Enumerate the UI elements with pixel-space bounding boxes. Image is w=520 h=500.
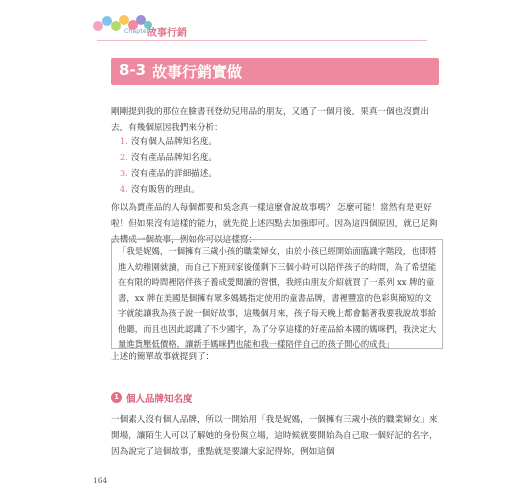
list-item-number: 4. <box>120 185 128 194</box>
list-item <box>120 134 217 150</box>
chapter-tag: Chapter 6 <box>124 28 156 35</box>
page-number: 164 <box>93 476 108 485</box>
list-item <box>120 166 217 182</box>
list-item-text: 沒有產品品牌知名度。 <box>131 153 217 163</box>
point1-paragraph: 一個素人沒有個人品牌，所以一開始用「我是妮媽，一個擁有三歲小孩的職業婦女」來開場，讓陌生人可以了解她的身份與立場，這時候就要開始為自己取一個好記的名字，因為說完了這個故事，重點就是要讓大家記得妳，例如這個 <box>111 415 438 457</box>
question-paragraph: 你以為賣產品的人每個都要和吳念真一樣這麼會說故事嗎？ 怎麼可能！當然有是更好啦！但如果沒有這樣的能力，就先從上述四點去加強即可。因為這四個原因，就已足夠去構成一個故事，例如你可以這樣寫： <box>111 203 438 245</box>
summary-paragraph: 上述的簡單故事就提到了： <box>111 352 215 362</box>
section-number: 8-3 <box>119 61 147 79</box>
list-item <box>120 182 217 198</box>
intro-paragraph: 剛剛提到我的那位在臉書刊登幼兒用品的朋友，又過了一個月後，果真一個也沒賣出去，有幾個原因我們來分析： <box>111 107 429 133</box>
subheading-text: 個人品牌知名度 <box>126 394 193 405</box>
list-item-text: 沒有產品的詳細描述。 <box>131 169 217 179</box>
chapter-title: 故事行銷 <box>147 28 187 39</box>
list-item-text: 沒有販售的理由。 <box>131 185 200 195</box>
list-item <box>120 150 217 166</box>
list-item-text: 沒有個人品牌知名度。 <box>131 137 217 147</box>
number-badge-icon: 1 <box>111 392 122 403</box>
list-item-number: 3. <box>120 169 128 178</box>
list-item-number: 1. <box>120 137 128 146</box>
story-quote-box: 「我是妮媽，一個擁有三歲小孩的職業婦女，由於小孩已經開始面臨識字階段，也即將進入幼稚園就讀，而自己下班回家後僅剩下三個小時可以陪伴孩子的時間，為了希望能在有限的時間裡陪伴孩子養成愛閱讀的習慣，我經由朋友介紹就買了一系列 xx 牌的童書，xx 牌在美國是個擁有眾多媽媽指定使用的童書品牌，書裡豐富的色彩與簡短的文字就能讓我為孩子說一個好故事，這幾個月來，孩子每天晚上都會黏著我要我說故事給他聽，而且也因此認識了不少國字，為了分享這樣的好產品給本國的媽咪們，我決定大量進貨壓低價格，讓新手媽咪們也能和我一樣陪伴自己的孩子開心的成長」 <box>111 239 443 349</box>
header-divider <box>97 40 427 41</box>
section-title: 故事行銷實做 <box>152 63 243 81</box>
reason-list <box>120 134 217 198</box>
list-item-number: 2. <box>120 153 128 162</box>
